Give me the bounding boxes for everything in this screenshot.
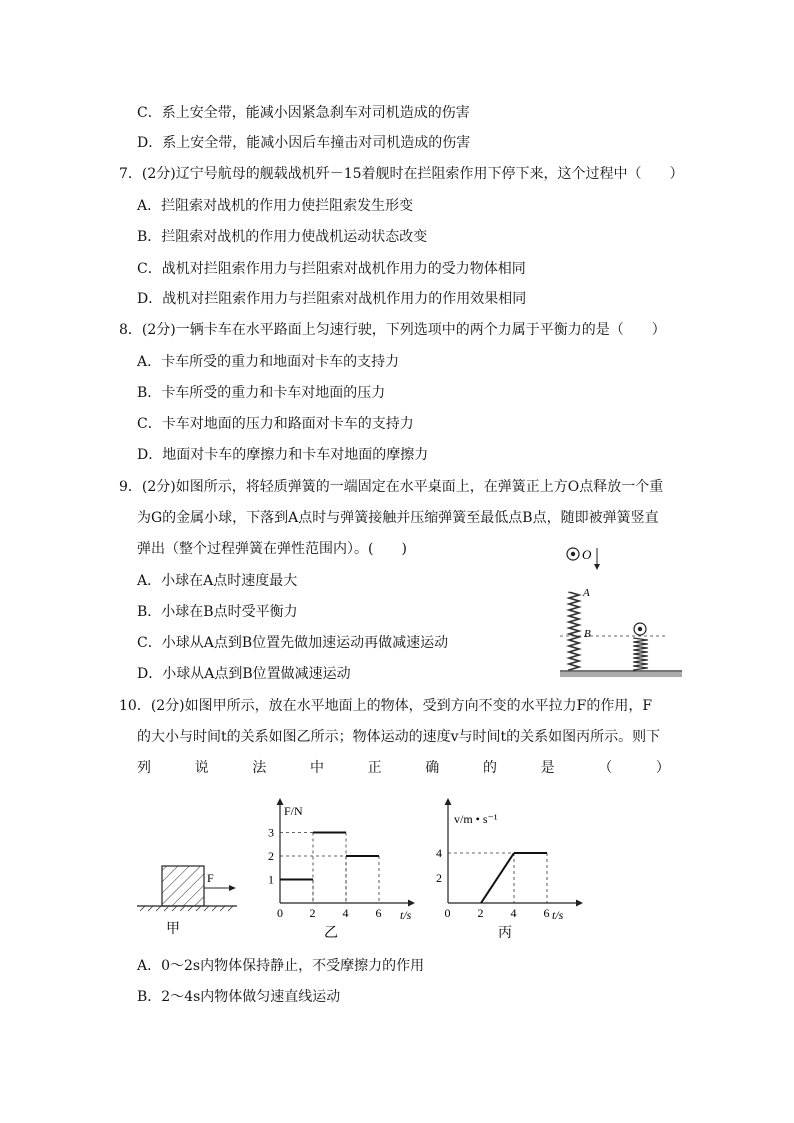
fig-jia xyxy=(132,855,252,940)
y-tick-label: 1 xyxy=(268,872,274,887)
chart-bing xyxy=(430,795,590,945)
q6-option-c: C．系上安全带，能减小因紧急刹车对司机造成的伤害 xyxy=(137,105,470,121)
q9-spring-figure xyxy=(556,540,686,680)
x-tick-label: 0 xyxy=(277,906,283,920)
q8-option-a: A．卡车所受的重力和地面对卡车的支持力 xyxy=(137,354,400,370)
q10-stem-line2: 的大小与时间t的关系如图乙所示；物体运动的速度v与时间t的关系如图丙所示。则下 xyxy=(137,729,661,745)
q10-word: 确 xyxy=(425,760,440,776)
fall-arrow-icon xyxy=(594,548,600,570)
x-axis-label: t/s xyxy=(552,908,564,922)
q10-option-a: A．0～2s内物体保持静止，不受摩擦力的作用 xyxy=(137,958,425,974)
chart-yi xyxy=(262,795,422,945)
q9-option-d: D．小球从A点到B位置做减速运动 xyxy=(137,666,351,682)
q10-word: 说 xyxy=(194,760,209,776)
y-axis-label: v/m • s⁻¹ xyxy=(454,812,498,826)
x-axis-label: t/s xyxy=(400,908,412,922)
q7-stem: 7．(2分)辽宁号航母的舰载战机歼－15着舰时在拦阻索作用下停下来，这个过程中（ ） xyxy=(119,166,684,182)
q8-option-d: D．地面对卡车的摩擦力和卡车对地面的摩擦力 xyxy=(137,447,429,463)
x-tick-label: 4 xyxy=(510,906,517,920)
ball-at-b-icon xyxy=(634,623,646,635)
x-tick-label: 6 xyxy=(543,906,550,920)
force-label: F xyxy=(207,871,214,885)
block-object xyxy=(162,866,204,906)
q10-word: （ xyxy=(598,760,613,776)
q10-stem-line3 xyxy=(137,759,670,777)
label-a: A xyxy=(583,587,590,599)
q8-stem: 8．(2分)一辆卡车在水平路面上匀速行驶，下列选项中的两个力属于平衡力的是（ ） xyxy=(119,322,666,338)
q9-stem-line2: 为G的金属小球，下落到A点时与弹簧接触并压缩弹簧至最低点B点，随即被弹簧竖直 xyxy=(137,510,659,526)
q10-word: 的 xyxy=(482,760,497,776)
label-o: O xyxy=(582,547,592,562)
fig-yi-caption: 乙 xyxy=(324,926,338,941)
x-tick-label: 4 xyxy=(342,906,349,920)
y-axis-label: F/N xyxy=(284,804,303,818)
q9-option-a: A．小球在A点时速度最大 xyxy=(137,573,298,589)
y-tick-label: 2 xyxy=(436,871,442,885)
fig-jia-caption: 甲 xyxy=(166,922,180,937)
x-tick-label: 0 xyxy=(444,906,451,920)
velocity-segment xyxy=(481,853,514,903)
q10-stem-line1: 10．(2分)如图甲所示，放在水平地面上的物体，受到方向不变的水平拉力F的作用，F xyxy=(119,698,653,714)
q7-option-d: D．战机对拦阻索作用力与拦阻索对战机作用力的作用效果相同 xyxy=(137,291,527,307)
q10-word: ） xyxy=(655,760,670,776)
q10-word: 法 xyxy=(252,760,267,776)
ground-hatch xyxy=(560,672,682,677)
label-b: B xyxy=(584,628,591,640)
q10-word: 正 xyxy=(367,760,382,776)
q10-word: 中 xyxy=(309,760,324,776)
q9-stem-line1: 9．(2分)如图所示，将轻质弹簧的一端固定在水平桌面上，在弹簧正上方O点释放一个重 xyxy=(119,479,664,495)
q7-option-c: C．战机对拦阻索作用力与拦阻索对战机作用力的受力物体相同 xyxy=(137,261,526,277)
q10-word: 是 xyxy=(540,760,555,776)
q9-option-c: C．小球从A点到B位置先做加速运动再做减速运动 xyxy=(137,635,449,651)
x-tick-label: 2 xyxy=(477,906,484,920)
q9-option-b: B．小球在B点时受平衡力 xyxy=(137,604,298,620)
q8-option-c: C．卡车对地面的压力和路面对卡车的支持力 xyxy=(137,416,414,432)
q7-option-b: B．拦阻索对战机的作用力使战机运动状态改变 xyxy=(137,229,428,245)
y-tick-label: 4 xyxy=(436,846,442,860)
q9-stem-line3: 弹出（整个过程弹簧在弹性范围内）。( ) xyxy=(137,541,407,557)
y-tick-label: 2 xyxy=(268,849,274,863)
x-tick-label: 2 xyxy=(309,906,316,920)
q10-option-b: B．2～4s内物体做匀速直线运动 xyxy=(137,989,341,1005)
q8-option-b: B．卡车所受的重力和卡车对地面的压力 xyxy=(137,385,386,401)
y-tick-label: 3 xyxy=(268,825,274,840)
q6-option-d: D．系上安全带，能减小因后车撞击对司机造成的伤害 xyxy=(137,135,471,151)
x-tick-label: 6 xyxy=(375,906,382,920)
fig-bing-caption: 丙 xyxy=(498,926,512,941)
q10-word: 列 xyxy=(137,760,151,776)
ball-at-o-icon xyxy=(567,548,579,560)
q7-option-a: A．拦阻索对战机的作用力使拦阻索发生形变 xyxy=(137,198,414,214)
